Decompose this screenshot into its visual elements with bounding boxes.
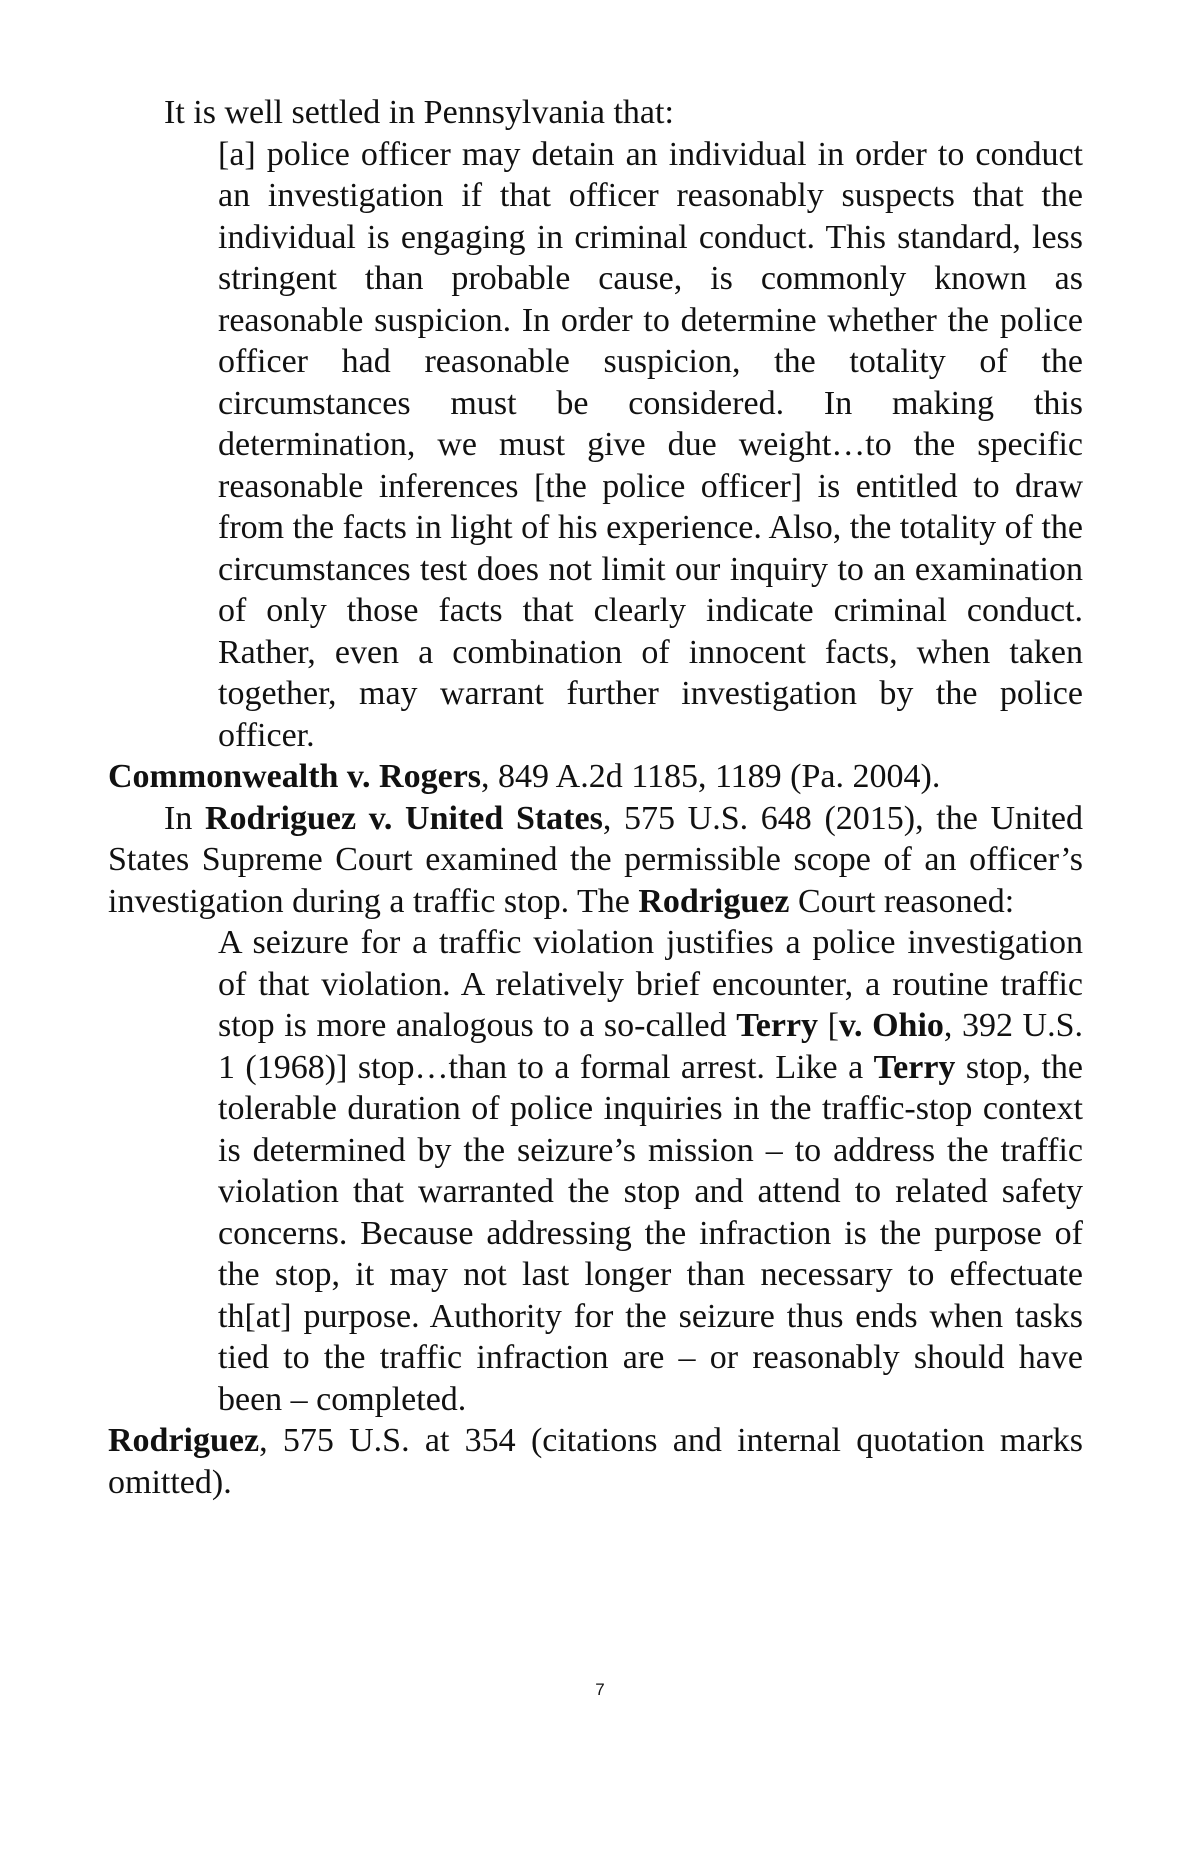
quote2-part-d: stop, the tolerable duration of police inquiries in the traffic-stop context is determined by the seizure’s mission – to address the traffic violation that warranted the stop and attend to related safety concerns. Because addressing the infraction is the purpose of the stop, it may not last longer than necessary to effectuate th[at] purpose. Authority for the seizure thus ends when tasks tied to the traffic infraction are – or reasonably should have been – completed. (218, 1048, 1084, 1418)
quote2-part-b: [ (818, 1007, 839, 1044)
case-name-terry-2: Terry (873, 1048, 956, 1086)
para2-end: Court reasoned: (789, 882, 1015, 920)
page-number: 7 (595, 1680, 605, 1699)
quote2-part-c: , 392 U.S. 1 (1968)] stop…than to a formal arrest. Like a (218, 1007, 1083, 1086)
para2-mid: , 575 U.S. 648 (2015), the United States Supreme Court examined the permissible scope of an officer’s investigation during a traffic stop. The (108, 799, 1084, 920)
document-page (108, 92, 1083, 1503)
case-name-ohio: v. Ohio (838, 1007, 944, 1044)
case-name-rodriguez-short: Rodriguez (638, 882, 790, 920)
case-name-terry-1: Terry (736, 1007, 819, 1044)
block-quote-rodriguez (218, 922, 1083, 1420)
intro-paragraph: It is well settled in Pennsylvania that: (164, 94, 674, 131)
case-name-rodriguez-cite: Rodriguez (108, 1422, 260, 1459)
quote-rodriguez-text (218, 922, 1083, 1420)
block-quote-rogers (218, 134, 1083, 757)
case-name-rodriguez-full: Rodriguez v. United States (205, 799, 603, 837)
case-name-rogers: Commonwealth v. Rogers (108, 758, 482, 795)
citation-rogers-rest: , 849 A.2d 1185, 1189 (Pa. 2004). (481, 758, 941, 795)
quote2-part-a: A seizure for a traffic violation justifies a police investigation of that violation. A relatively brief encounter, a routine traffic stop is more analogous to a so-called (218, 924, 1083, 1044)
quote-rogers-text: [a] police officer may detain an individual in order to conduct an investigation if that officer reasonably suspects that the individual is engaging in criminal conduct. This standard, less stringent than probable cause, is commonly known as reasonable suspicion. In order to determine whether the police officer had reasonable suspicion, the totality of the circumstances must be considered. In making this determination, we must give due weight…to the specific reasonable inferences [the police officer] is entitled to draw from the facts in light of his experience. Also, the totality of the circumstances test does not limit our inquiry to an examination of only those facts that clearly indicate criminal conduct. Rather, even a combination of innocent facts, when taken together, may warrant further investigation by the police officer. (218, 135, 1083, 754)
citation-rodriguez (108, 1420, 1083, 1503)
rodriguez-paragraph (108, 798, 1083, 923)
para2-in: In (164, 799, 205, 837)
citation-rodriguez-rest: , 575 U.S. at 354 (citations and internal quotation marks omitted). (108, 1422, 1083, 1501)
citation-rogers (108, 756, 1083, 798)
